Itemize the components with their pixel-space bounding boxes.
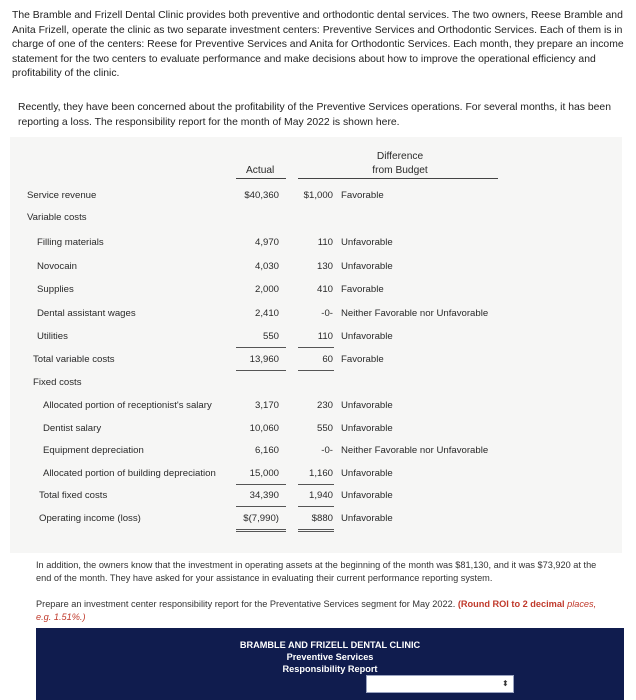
double-rule-diff-2 [298, 531, 334, 532]
table-row: Allocated portion of receptionist's salary 3,170 230 Unfavorable [43, 400, 393, 411]
table-row: Fixed costs [33, 377, 82, 388]
table-row: Utilities 550 110 Unfavorable [37, 331, 393, 342]
instruction-paragraph: Prepare an investment center responsibility report for the Preventative Services segment for May 2022. (Round ROI to 2 decimal places, e.g. 1.51%.) [36, 599, 597, 622]
fixed-subtotal-rule-actual [236, 484, 286, 485]
subtotal-rule-diff [298, 347, 334, 348]
header-underline-difference [298, 178, 498, 179]
double-rule-diff-1 [298, 529, 334, 530]
double-rule-actual-1 [236, 529, 286, 530]
header-underline-actual [236, 178, 286, 179]
table-row: Dentist salary 10,060 550 Unfavorable [43, 423, 393, 434]
table-row: Dental assistant wages 2,410 -0- Neither Favorable nor Unfavorable [37, 308, 489, 319]
rounding-note-example: places, e.g. 1.51%.) [36, 599, 597, 622]
table-row: Variable costs [27, 212, 87, 223]
context-paragraph: Recently, they have been concerned about the profitability of the Preventive Services operations. For several months, it has been reporting a loss. The responsibility report for the month of May 2022 is shown here. [18, 102, 611, 128]
report-heading [36, 639, 624, 675]
fixed-total-rule-actual [236, 506, 286, 507]
table-row: Allocated portion of building depreciation 15,000 1,160 Unfavorable [43, 468, 393, 479]
table-row: Total variable costs 13,960 60 Favorable [33, 354, 384, 365]
company-name: BRAMBLE AND FRIZELL DENTAL CLINIC [239, 640, 421, 650]
subtotal-rule-actual [236, 347, 286, 348]
table-row: Service revenue $40,360 $1,000 Favorable [27, 190, 384, 201]
intro-paragraph: The Bramble and Frizell Dental Clinic provides both preventive and orthodontic dental services. The two owners, Reese Bramble and Anita Frizell, operate the clinic as two separate investment centers: Preventive Services and Orthodontic Services. Each of them is in charge of one of the centers: Reese for Preventive Services and Anita for Orthodontic Services. Each month, they prepare an income statement for the two centers to evaluate performance and make decisions about how to improve the operational efficiency and profitability of the clinic. [12, 10, 624, 80]
fixed-subtotal-rule-diff [298, 484, 334, 485]
double-rule-actual-2 [236, 531, 286, 532]
table-row: Operating income (loss) $(7,990) $880 Unfavorable [39, 513, 393, 524]
investment-info-paragraph: In addition, the owners know that the investment in operating assets at the beginning of the month was $81,130, and it was $73,920 at the end of the month. They have asked for your assistance in evaluating their current performance reporting system. [36, 560, 597, 583]
total-rule-actual [236, 370, 286, 371]
period-select[interactable] [366, 675, 514, 693]
column-header-difference: Difference from Budget [372, 151, 428, 176]
table-row: Novocain 4,030 130 Unfavorable [37, 261, 393, 272]
fixed-total-rule-diff [298, 506, 334, 507]
column-header-actual: Actual [246, 165, 275, 176]
table-row: Supplies 2,000 410 Favorable [37, 284, 384, 295]
select-arrows-icon: ⬍ [502, 679, 509, 688]
segment-name: Preventive Services [286, 652, 374, 662]
total-rule-diff [298, 370, 334, 371]
table-row: Equipment depreciation 6,160 -0- Neither Favorable nor Unfavorable [43, 445, 489, 456]
table-row: Total fixed costs 34,390 1,940 Unfavorable [39, 490, 393, 501]
report-name: Responsibility Report [282, 664, 378, 674]
rounding-note: (Round ROI to 2 decimal [457, 599, 565, 609]
table-row: Filling materials 4,970 110 Unfavorable [37, 237, 393, 248]
